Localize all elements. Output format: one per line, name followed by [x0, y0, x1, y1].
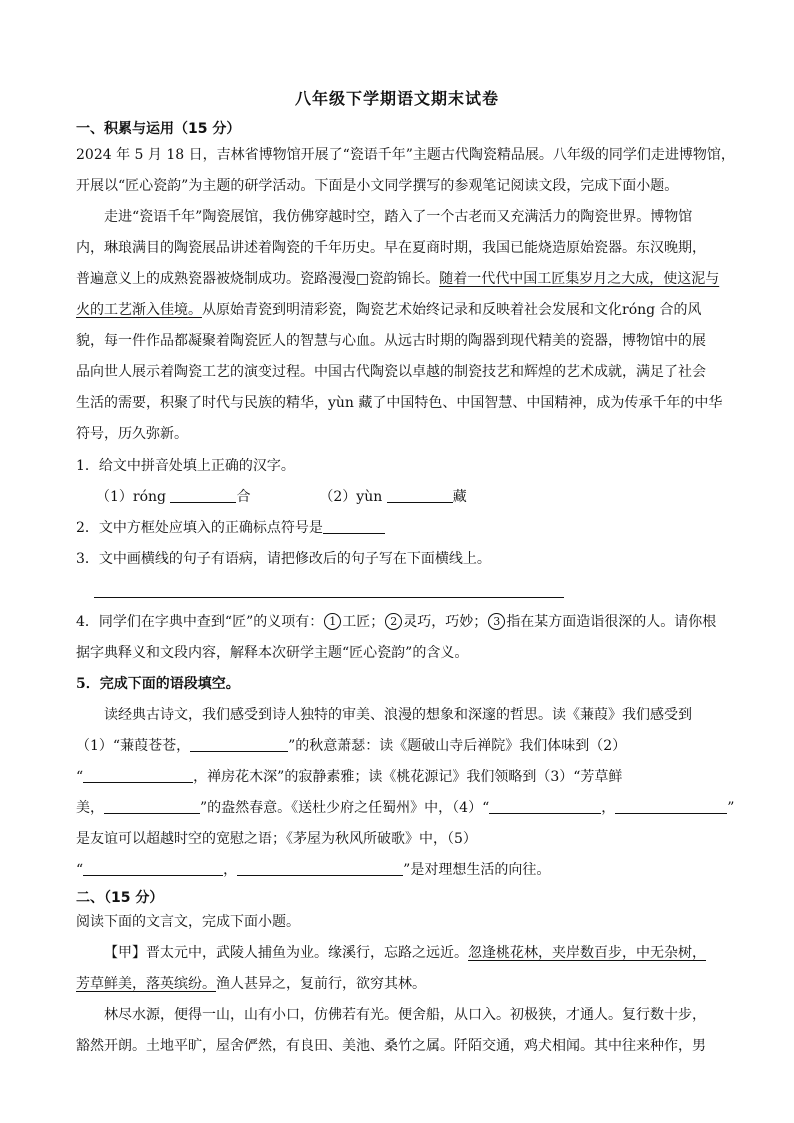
answer-blank[interactable]: [615, 799, 727, 814]
q5-text: ”: [727, 800, 735, 816]
blank-label: （2）yùn: [319, 489, 383, 505]
answer-blank[interactable]: [323, 519, 385, 534]
section-1-heading: 一、积累与运用（15 分）: [76, 121, 241, 137]
passage-line: 走进“瓷语千年”陶瓷展馆，我仿佛穿越时空，踏入了一个古老而又充满活力的陶瓷世界。博物馆: [104, 209, 693, 225]
question-2: [76, 513, 744, 544]
q5-line: [76, 793, 744, 824]
circled-number: 3: [488, 613, 505, 630]
passage-paragraph: [76, 202, 744, 450]
passage-line: 符号，历久弥新。: [76, 426, 188, 442]
answer-blank[interactable]: [387, 488, 453, 503]
q5-text: ，禅房花木深”的寂静素雅；读《桃花源记》我们领略到（3）“芳草鲜: [193, 769, 623, 785]
section-1-intro: [76, 140, 744, 202]
classical-line: [76, 938, 744, 969]
classical-line: 豁然开朗。土地平旷，屋舍俨然，有良田、美池、桑竹之属。阡陌交通，鸡犬相闻。其中往来种作，男: [76, 1038, 706, 1054]
answer-blank[interactable]: [190, 737, 288, 752]
blank-label: （1）róng: [96, 489, 167, 505]
underlined-sentence: 火的工艺渐入佳境。: [76, 302, 202, 318]
section-2-intro: 阅读下面的文言文，完成下面小题。: [76, 914, 300, 930]
answer-blank[interactable]: [489, 799, 601, 814]
question-4-line: [76, 607, 744, 638]
circled-number: 1: [324, 613, 341, 630]
question-text: 指在某方面造诣很深的人。请你根: [506, 614, 717, 630]
question-text: 4．同学们在字典中查到“匠”的义项有：: [76, 614, 324, 630]
q5-line: [76, 855, 744, 886]
section-2-body: [76, 907, 744, 1062]
q5-text: 美，: [76, 800, 104, 816]
question-text: 工匠；: [342, 614, 385, 630]
intro-line: 2024 年 5 月 18 日，吉林省博物馆开展了“瓷语千年”主题古代陶瓷精品展。八年级的同学们走进博物馆，: [76, 147, 735, 163]
question-5-passage: [76, 700, 744, 886]
passage-text: 从原始青瓷到明清彩瓷，陶瓷艺术始终记录和反映着社会发展和文化róng 合的风: [202, 302, 702, 318]
question-text: 灵巧，巧妙；: [403, 614, 488, 630]
underlined-sentence: 忽逢桃花林，夹岸数百步，中无杂树，: [468, 945, 706, 961]
classical-text: 【甲】晋太元中，武陵人捕鱼为业。缘溪行，忘路之远近。: [104, 945, 468, 961]
question-3: 3．文中画横线的句子有语病，请把修改后的句子写在下面横线上。: [76, 551, 491, 567]
q5-text: ”的盎然春意。《送杜少府之任蜀州》中，（4）“: [200, 800, 490, 816]
question-1-blanks: [76, 482, 744, 513]
q5-text: “: [76, 769, 84, 785]
question-text: 2．文中方框处应填入的正确标点符号是: [76, 520, 323, 536]
classical-text: 渔人甚异之，复前行，欲穷其林。: [216, 976, 426, 992]
underlined-sentence: 随着一代代中国工匠集岁月之大成，使这泥与: [439, 271, 720, 287]
answer-line[interactable]: [94, 597, 564, 598]
passage-line: 品向世人展示着陶瓷工艺的演变过程。中国古代陶瓷以卓越的制瓷技艺和辉煌的艺术成就，满足了社会: [76, 364, 706, 380]
passage-line: [76, 295, 744, 326]
q5-text: ，: [601, 800, 616, 816]
blank-suffix: 藏: [452, 489, 467, 505]
q5-text: ”是对理想生活的向往。: [403, 862, 551, 878]
passage-line: 貌，每一件作品都凝聚着陶瓷匠人的智慧与心血。从远古时期的陶器到现代精美的瓷器，博物馆中的展: [76, 333, 706, 349]
q5-text: （1）“蒹葭苍苍，: [76, 738, 191, 754]
classical-line: 林尽水源，便得一山，山有小口，仿佛若有光。便舍船，从口入。初极狭，才通人。复行数十步，: [104, 1007, 706, 1023]
underlined-sentence: 芳草鲜美，落英缤纷。: [76, 976, 216, 992]
question-5: 5．完成下面的语段填空。: [76, 676, 240, 692]
answer-blank[interactable]: [83, 768, 193, 783]
q5-line: [76, 731, 744, 762]
page-title: 八年级下学期语文期末试卷: [294, 89, 499, 108]
q5-line: 读经典古诗文，我们感受到诗人独特的审美、浪漫的想象和深邃的哲思。读《蒹葭》我们感受到: [104, 707, 692, 723]
q5-line: 是友谊可以超越时空的宽慰之语；《茅屋为秋风所破歌》中，（5）: [76, 831, 477, 847]
answer-blank[interactable]: [237, 861, 403, 876]
passage-line: [76, 264, 744, 295]
passage-line: 生活的需要，积聚了时代与民族的精华，yùn 藏了中国特色、中国智慧、中国精神，成为传承千年的中华: [76, 395, 723, 411]
intro-line: 开展以“匠心瓷韵”为主题的研学活动。下面是小文同学撰写的参观笔记阅读文段，完成下面小题。: [76, 178, 679, 194]
answer-blank[interactable]: [170, 488, 236, 503]
blank-suffix: 合: [236, 489, 251, 505]
answer-blank[interactable]: [83, 861, 223, 876]
question-4: [76, 607, 744, 700]
passage-line: 内，琳琅满目的陶瓷展品讲述着陶瓷的千年历史。早在夏商时期，我国已能烧造原始瓷器。东汉晚期，: [76, 240, 706, 256]
q5-line: [76, 762, 744, 793]
q5-text: ，: [223, 862, 238, 878]
q5-text: “: [76, 862, 84, 878]
question-1: [76, 451, 744, 575]
section-2-heading: 二、（15 分）: [76, 890, 164, 906]
question-text: 1．给文中拼音处填上正确的汉字。: [76, 458, 295, 474]
q5-text: ”的秋意萧瑟：读《题破山寺后禅院》我们体味到（2）: [288, 738, 627, 754]
circled-number: 2: [385, 613, 402, 630]
passage-text: 普遍意义上的成熟瓷器被烧制成功。瓷路漫漫□瓷韵锦长。: [76, 271, 440, 287]
question-4-line: 据字典释义和文段内容，解释本次研学主题“匠心瓷韵”的含义。: [76, 645, 469, 661]
classical-line: [76, 969, 744, 1000]
answer-blank[interactable]: [104, 799, 200, 814]
